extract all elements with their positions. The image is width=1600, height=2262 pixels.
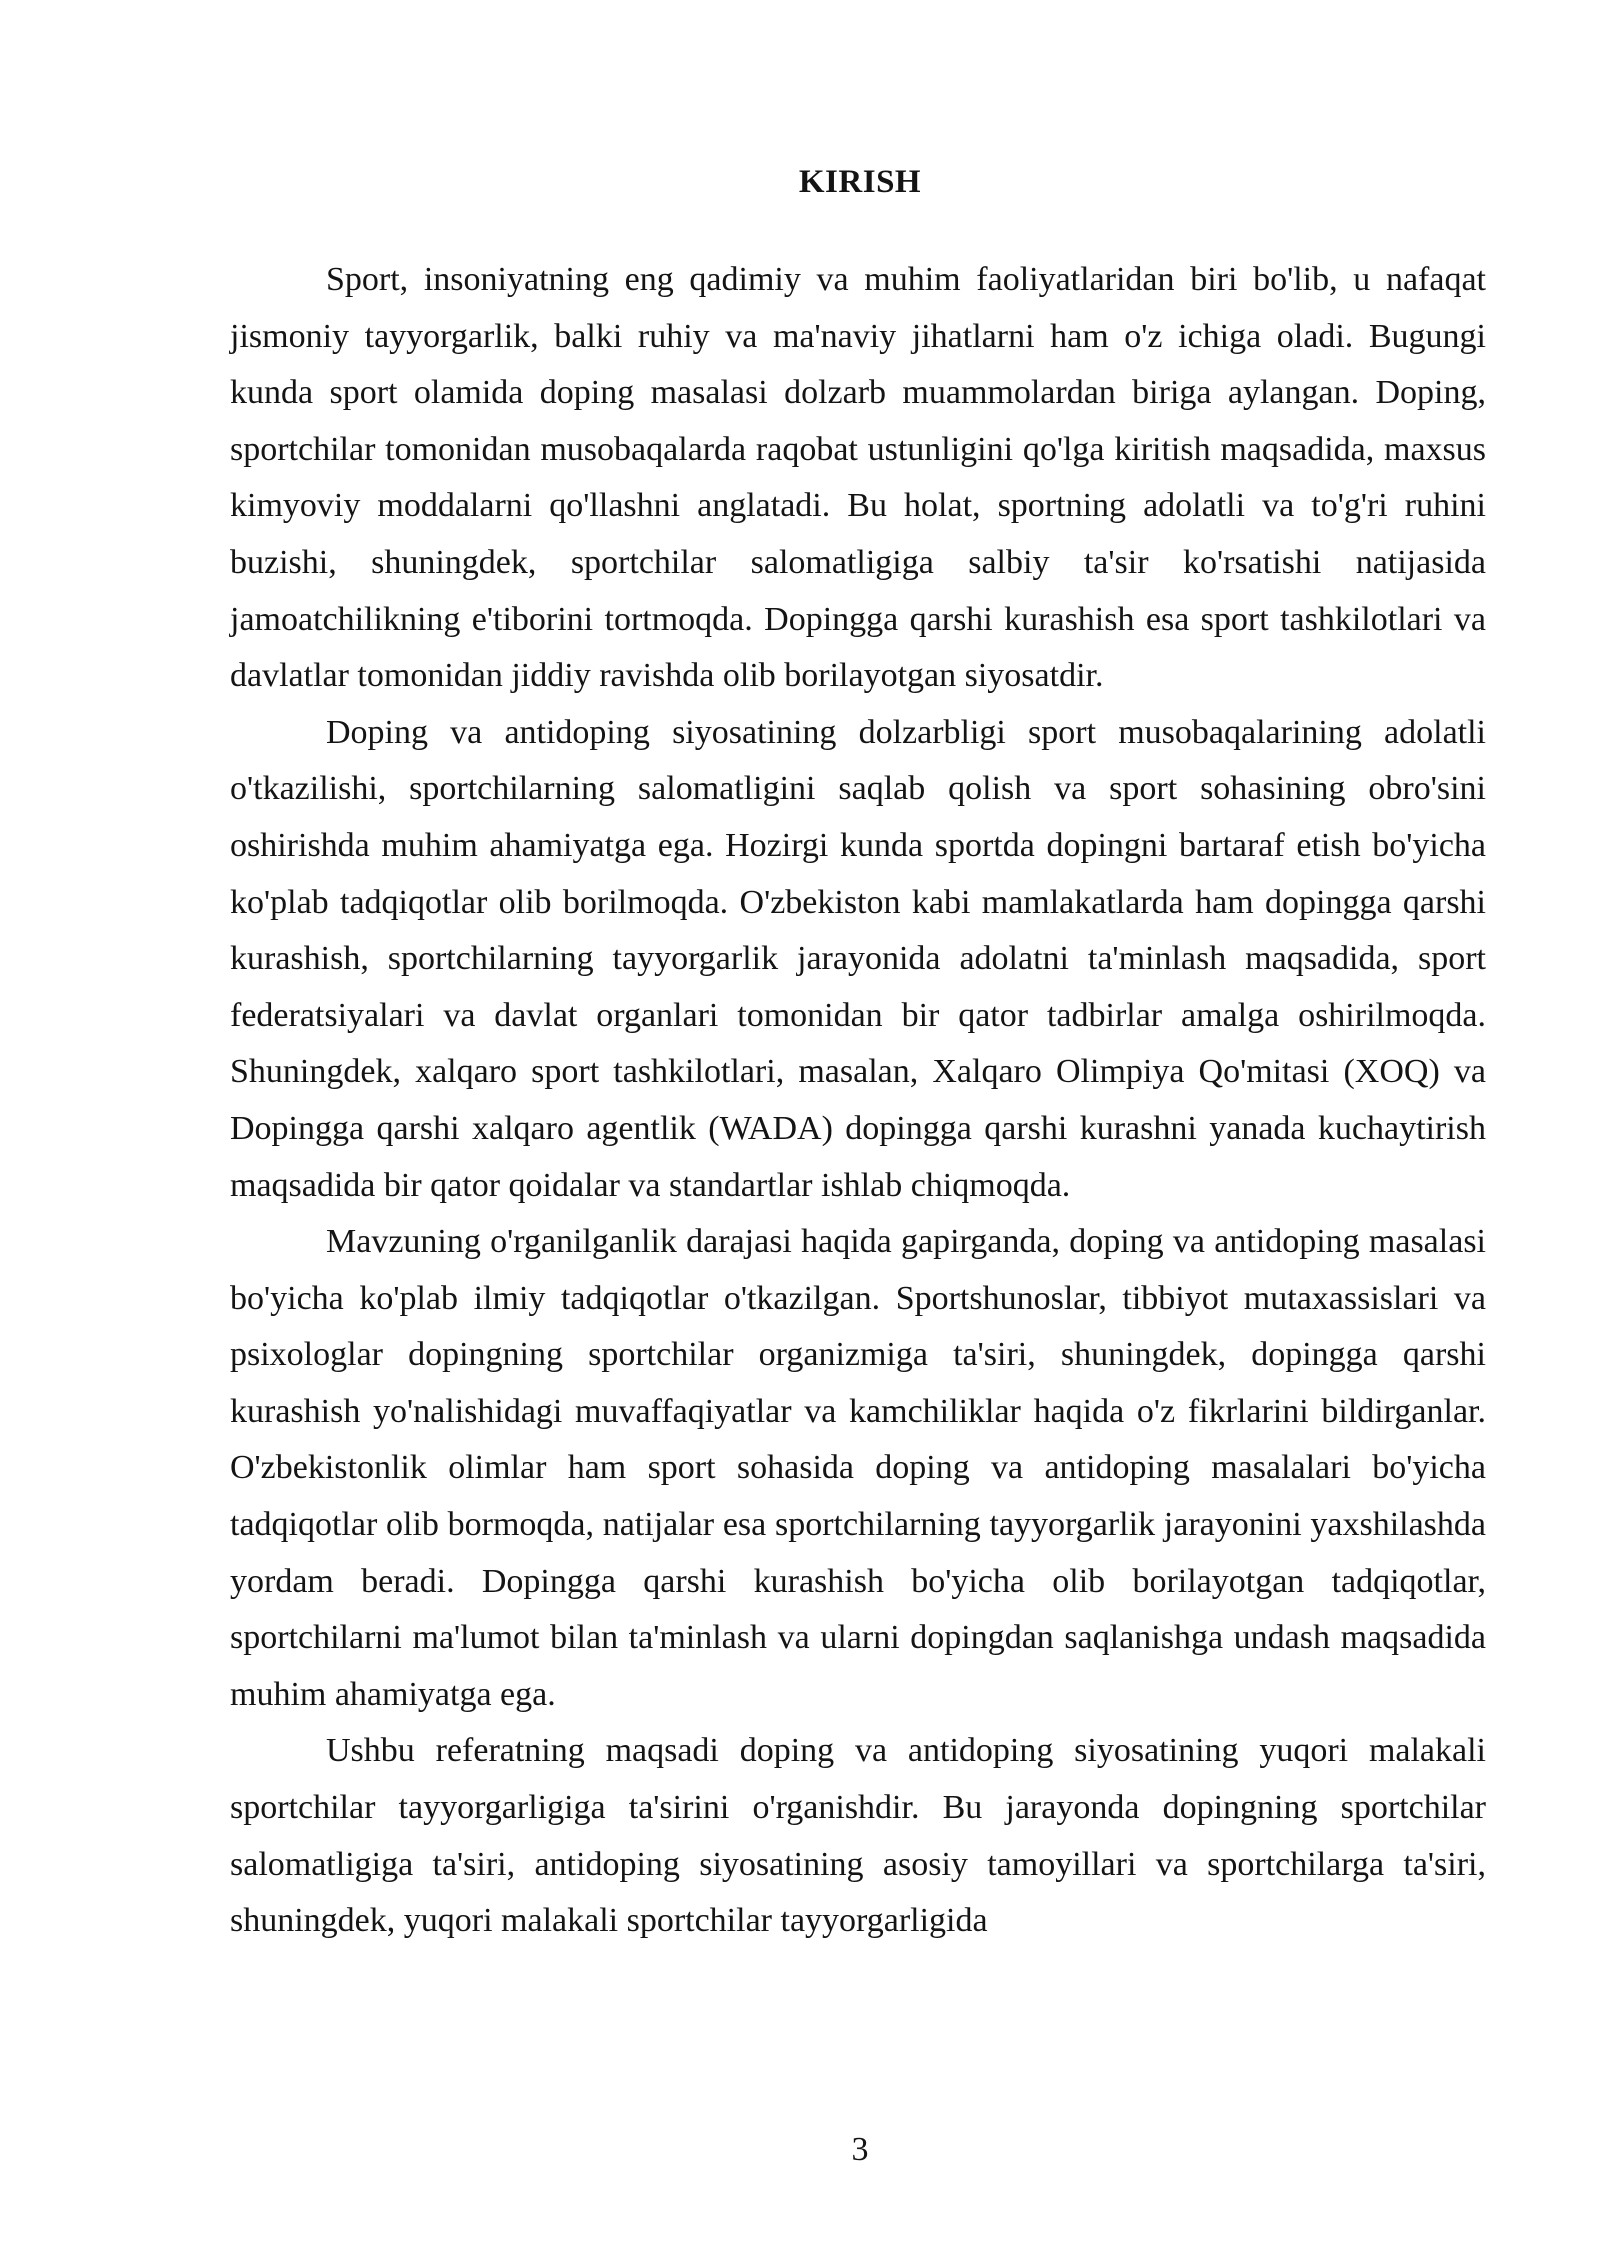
paragraph-1: Sport, insoniyatning eng qadimiy va muhim faoliyatlaridan biri bo'lib, u nafaqat jismoniy tayyorgarlik, balki ruhiy va ma'naviy jihatlarni ham o'z ichiga oladi. Bugungi kunda sport olamida doping masalasi dolzarb muammolardan biriga aylangan. Doping, sportchilar tomonidan musobaqalarda raqobat ustunligini qo'lga kiritish maqsadida, maxsus kimyoviy moddalarni qo'llashni anglatadi. Bu holat, sportning adolatli va to'g'ri ruhini buzishi, shuningdek, sportchilar salomatligiga salbiy ta'sir ko'rsatishi natijasida jamoatchilikning e'tiborini tortmoqda. Dopingga qarshi kurashish esa sport tashkilotlari va davlatlar tomonidan jiddiy ravishda olib borilayotgan siyosatdir. xyxy=(230,261,1486,695)
page-number: 3 xyxy=(851,2131,869,2168)
paragraph-3: Mavzuning o'rganilganlik darajasi haqida gapirganda, doping va antidoping masalasi bo'yicha ko'plab ilmiy tadqiqotlar o'tkazilgan. Sportshunoslar, tibbiyot mutaxassislari va psixologlar dopingning sportchilar organizmiga ta'siri, shuningdek, dopingga qarshi kurashish yo'nalishidagi muvaffaqiyatlar va kamchiliklar haqida o'z fikrlarini bildirganlar. O'zbekistonlik olimlar ham sport sohasida doping va antidoping masalalari bo'yicha tadqiqotlar olib bormoqda, natijalar esa sportchilarning tayyorgarlik jarayonini yaxshilashda yordam beradi. Dopingga qarshi kurashish bo'yicha olib borilayotgan tadqiqotlar, sportchilarni ma'lumot bilan ta'minlash va ularni dopingdan saqlanishga undash maqsadida muhim ahamiyatga ega. xyxy=(230,1223,1486,1713)
page-title: KIRISH xyxy=(798,164,922,200)
paragraph-2: Doping va antidoping siyosatining dolzarbligi sport musobaqalarining adolatli o'tkazilishi, sportchilarning salomatligini saqlab qolish va sport sohasining obro'sini oshirishda muhim ahamiyatga ega. Hozirgi kunda sportda dopingni bartaraf etish bo'yicha ko'plab tadqiqotlar olib borilmoqda. O'zbekiston kabi mamlakatlarda ham dopingga qarshi kurashish, sportchilarning tayyorgarlik jarayonida adolatni ta'minlash maqsadida, sport federatsiyalari va davlat organlari tomonidan bir qator tadbirlar amalga oshirilmoqda. Shuningdek, xalqaro sport tashkilotlari, masalan, Xalqaro Olimpiya Qo'mitasi (XOQ) va Dopingga qarshi xalqaro agentlik (WADA) dopingga qarshi kurashni yanada kuchaytirish maqsadida bir qator qoidalar va standartlar ishlab chiqmoqda. xyxy=(230,713,1486,1204)
paragraph-4: Ushbu referatning maqsadi doping va antidoping siyosatining yuqori malakali sportchilar tayyorgarligiga ta'sirini o'rganishdir. Bu jarayonda dopingning sportchilar salomatligiga ta'siri, antidoping siyosatining asosiy tamoyillari va sportchilarga ta'siri, shuningdek, yuqori malakali sportchilar tayyorgarligida xyxy=(230,1732,1486,1940)
body-text xyxy=(230,252,1486,1950)
